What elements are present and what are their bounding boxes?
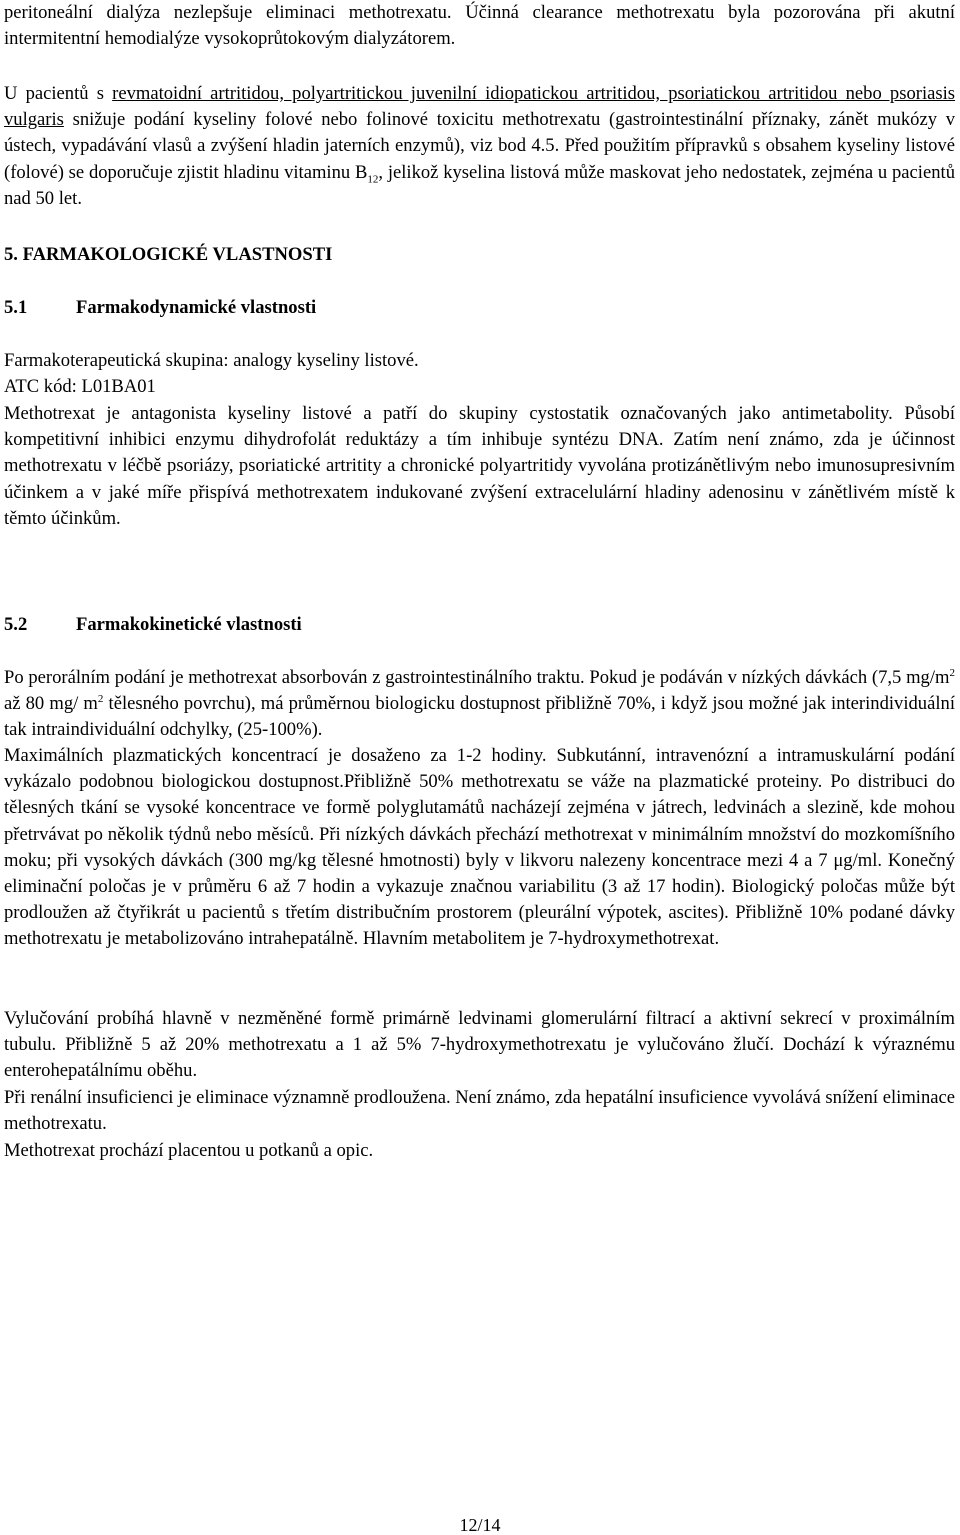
- paragraph-absorption: Po perorálním podání je methotrexat absorbován z gastrointestinálního traktu. Pokud je podáván v nízkých dávkách (7,5 $mg/m^2$ až 80 mg/ $m^2$ tělesného povrchu), má průměrnou biologicku dostupnost přibližně 70%, i když jsou možné jak interindividuální tak intraindividuální odchylky, (25-100%).: [4, 666, 955, 741]
- atc-code: ATC kód: L01BA01: [4, 376, 156, 397]
- page-number: 12/14: [459, 1515, 501, 1535]
- subsection-heading-5-2: 5.2 Farmakokinetické vlastnosti: [4, 614, 302, 635]
- section-heading-5: 5. FARMAKOLOGICKÉ VLASTNOSTI: [4, 244, 333, 265]
- paragraph-pharmacodynamics: Methotrexat je antagonista kyseliny listové a patří do skupiny cystostatik označovaných jako antimetabolity. Působí kompetitivní inhibici enzymu dihydrofolát reduktázy a tím inhibuje syntézu DNA. Zatím není známo, zda je účinnost methotrexatu v léčbě psoriázy, psoriatické artritity a chronické polyartritidy vyvolána protizánětlivým nebo imunosupresivním účinkem a v jaké míře přispívá methotrexatem indukované zvýšení extracelulární hladiny adenosinu v zánětlivém místě k těmto účinkům.: [4, 403, 955, 529]
- paragraph-dialysis: peritoneální dialýza nezlepšuje eliminaci methotrexatu. Účinná clearance methotrexatu byla pozorována při akutní intermitentní hemodialýze vysokoprůtokovým dialyzátorem.: [4, 2, 955, 50]
- paragraph-placenta: Methotrexat prochází placentou u potkanů a opic.: [4, 1140, 374, 1161]
- paragraph-folic-acid: U pacientů s revmatoidní artritidou, polyartritickou juvenilní idiopatickou artritidou, psoriatickou artritidou nebo psoriasis vulgaris snižuje podání kyseliny folové nebo folinové toxicitu methotrexatu (gastrointestinální příznaky, zánět mukózy v ústech, vypadávání vlasů a zvýšení hladin jaterních enzymů), viz bod 4.5. Před použitím přípravků s obsahem kyseliny listové (folové) se doporučuje zjistit hladinu vitaminu $B_{12}$, jelikož kyselina listová může maskovat jeho nedostatek, zejména u pacientů nad 50 let.: [4, 83, 956, 209]
- subsection-heading-5-1: 5.1 Farmakodynamické vlastnosti: [4, 297, 317, 318]
- paragraph-distribution: Maximálních plazmatických koncentrací je dosaženo za 1-2 hodiny. Subkutánní, intravenózní a intramuskulární podání vykázalo podobnou biologickou dostupnost.Přibližně 50% methotrexatu se váže na plazmatické proteiny. Po distribuci do tělesných tkání se vysoké koncentrace ve formě polyglutamátů nacházejí zejména v játrech, ledvinách a slezině, kde mohou přetrvávat po několik týdnů nebo měsíců. Při nízkých dávkách přechází methotrexat v minimálním množství do mozkomíšního moku; při vysokých dávkách (300 mg/kg tělesné hmotnosti) byly v likvoru nalezeny koncentrace mezi 4 a 7 μg/ml. Konečný eliminační poločas je v průměru 6 až 7 hodin a vykazuje značnou variabilitu (3 až 17 hodin). Biologický poločas může být prodloužen až čtyřikrát u pacientů s třetím distribučním prostorem (pleurální výpotek, ascites). Přibližně 10% podané dávky methotrexatu je metabolizováno intrahepatálně. Hlavním metabolitem je 7-hydroxymethotrexat.: [4, 745, 955, 950]
- paragraph-renal-insufficiency: Při renální insuficienci je eliminace významně prodloužena. Není známo, zda hepatální insuficience vyvolává snížení eliminace methotrexatu.: [4, 1087, 956, 1135]
- paragraph-excretion: Vylučování probíhá hlavně v nezměněné formě primárně ledvinami glomerulární filtrací a aktivní sekrecí v proximálním tubulu. Přibližně 5 až 20% methotrexatu a 1 až 5% 7-hydroxymethotrexatu je vylučováno žlučí. Dochází k výraznému enterohepatálnímu oběhu.: [4, 1008, 955, 1082]
- pharmacotherapeutic-group: Farmakoterapeutická skupina: analogy kyseliny listové.: [4, 350, 419, 371]
- indication-list: revmatoidní artritidou, polyartritickou juvenilní idiopatickou artritidou, psoriatickou artritidou nebo psoriasis vulgaris: [4, 83, 956, 131]
